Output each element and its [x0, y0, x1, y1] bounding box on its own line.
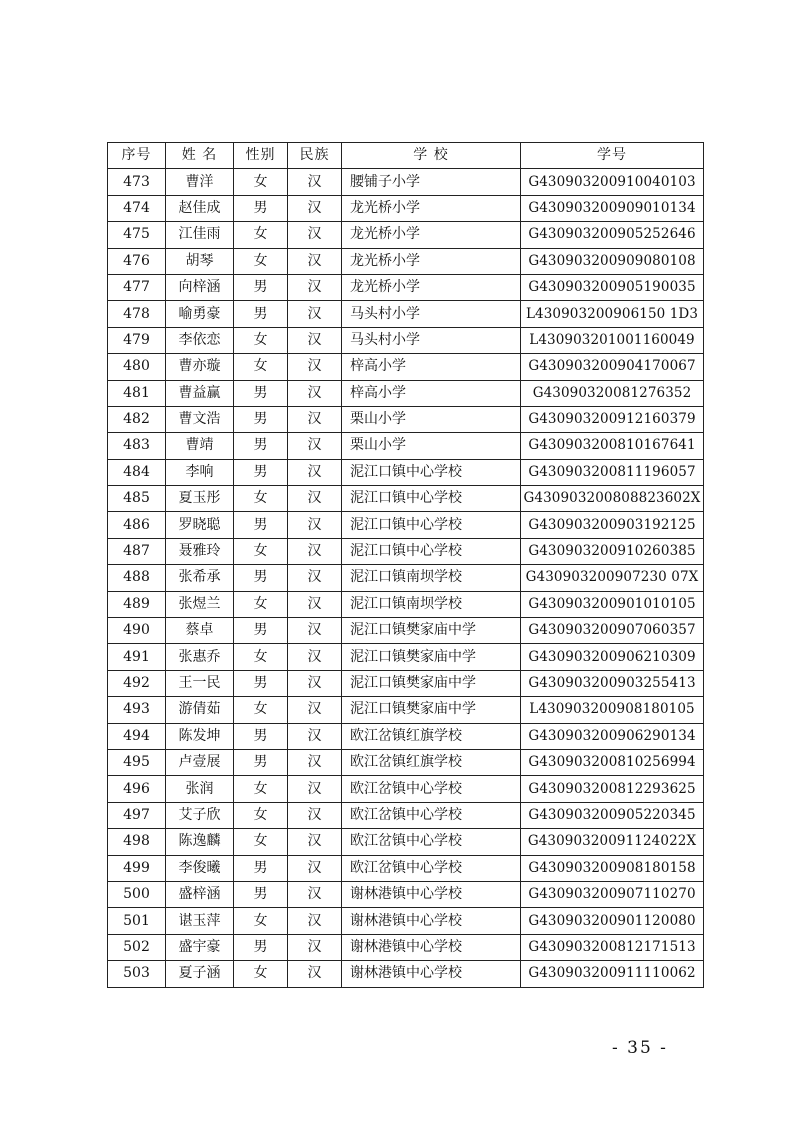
cell-student-id: G430903200905252646: [521, 222, 704, 248]
cell-student-id: G430903200905220345: [521, 802, 704, 828]
cell-school: 欧江岔镇中心学校: [342, 829, 521, 855]
cell-student-id: G430903200901010105: [521, 591, 704, 617]
cell-name: 李依恋: [166, 327, 234, 353]
cell-name: 蔡卓: [166, 618, 234, 644]
cell-gender: 男: [234, 195, 288, 221]
cell-name: 向梓涵: [166, 274, 234, 300]
cell-ethnicity: 汉: [288, 855, 342, 881]
cell-gender: 女: [234, 486, 288, 512]
cell-name: 盛梓涵: [166, 881, 234, 907]
cell-gender: 女: [234, 169, 288, 195]
cell-school: 泥江口镇中心学校: [342, 538, 521, 564]
cell-school: 谢林港镇中心学校: [342, 881, 521, 907]
cell-name: 李响: [166, 459, 234, 485]
cell-ethnicity: 汉: [288, 512, 342, 538]
cell-gender: 女: [234, 644, 288, 670]
cell-gender: 女: [234, 248, 288, 274]
cell-gender: 女: [234, 961, 288, 987]
cell-seq: 495: [108, 749, 166, 775]
cell-seq: 499: [108, 855, 166, 881]
cell-ethnicity: 汉: [288, 354, 342, 380]
cell-student-id: G430903200910040103: [521, 169, 704, 195]
cell-ethnicity: 汉: [288, 644, 342, 670]
cell-ethnicity: 汉: [288, 749, 342, 775]
cell-student-id: G430903200810167641: [521, 433, 704, 459]
cell-gender: 男: [234, 274, 288, 300]
cell-gender: 男: [234, 301, 288, 327]
cell-school: 谢林港镇中心学校: [342, 908, 521, 934]
cell-seq: 483: [108, 433, 166, 459]
cell-student-id: G430903200812293625: [521, 776, 704, 802]
table-row: [108, 829, 704, 855]
cell-seq: 501: [108, 908, 166, 934]
table-row: [108, 169, 704, 195]
cell-gender: 男: [234, 881, 288, 907]
cell-ethnicity: 汉: [288, 274, 342, 300]
cell-seq: 486: [108, 512, 166, 538]
cell-name: 张惠乔: [166, 644, 234, 670]
table-row: [108, 538, 704, 564]
cell-seq: 502: [108, 934, 166, 960]
cell-student-id: G430903200906290134: [521, 723, 704, 749]
table-row: [108, 354, 704, 380]
cell-gender: 男: [234, 459, 288, 485]
cell-seq: 480: [108, 354, 166, 380]
cell-name: 游倩茹: [166, 697, 234, 723]
cell-student-id: L430903201001160049: [521, 327, 704, 353]
cell-gender: 男: [234, 749, 288, 775]
cell-ethnicity: 汉: [288, 380, 342, 406]
cell-ethnicity: 汉: [288, 934, 342, 960]
page-number: - 35 -: [612, 1038, 668, 1058]
cell-school: 欧江岔镇红旗学校: [342, 723, 521, 749]
table-row: [108, 195, 704, 221]
cell-name: 王一民: [166, 670, 234, 696]
cell-ethnicity: 汉: [288, 327, 342, 353]
cell-seq: 481: [108, 380, 166, 406]
cell-ethnicity: 汉: [288, 301, 342, 327]
cell-seq: 477: [108, 274, 166, 300]
cell-school: 栗山小学: [342, 406, 521, 432]
table-body: [108, 169, 704, 987]
cell-ethnicity: 汉: [288, 459, 342, 485]
cell-school: 谢林港镇中心学校: [342, 934, 521, 960]
cell-student-id: G430903200808823602X: [521, 486, 704, 512]
cell-ethnicity: 汉: [288, 723, 342, 749]
cell-student-id: G430903200812171513: [521, 934, 704, 960]
table-row: [108, 881, 704, 907]
header-student-id: 学号: [521, 143, 704, 169]
cell-seq: 473: [108, 169, 166, 195]
cell-name: 张希承: [166, 565, 234, 591]
table-row: [108, 618, 704, 644]
cell-name: 江佳雨: [166, 222, 234, 248]
table-row: [108, 222, 704, 248]
table-row: [108, 459, 704, 485]
cell-student-id: G430903200908180158: [521, 855, 704, 881]
header-ethnicity: 民族: [288, 143, 342, 169]
cell-name: 喻勇豪: [166, 301, 234, 327]
cell-school: 欧江岔镇中心学校: [342, 802, 521, 828]
cell-name: 赵佳成: [166, 195, 234, 221]
cell-seq: 494: [108, 723, 166, 749]
cell-seq: 496: [108, 776, 166, 802]
cell-name: 陈发坤: [166, 723, 234, 749]
cell-name: 曹亦璇: [166, 354, 234, 380]
cell-seq: 493: [108, 697, 166, 723]
table-row: [108, 406, 704, 432]
cell-ethnicity: 汉: [288, 961, 342, 987]
cell-gender: 男: [234, 512, 288, 538]
table-row: [108, 591, 704, 617]
cell-ethnicity: 汉: [288, 169, 342, 195]
cell-student-id: G430903200910260385: [521, 538, 704, 564]
cell-gender: 女: [234, 538, 288, 564]
cell-school: 泥江口镇樊家庙中学: [342, 670, 521, 696]
cell-seq: 488: [108, 565, 166, 591]
cell-school: 泥江口镇樊家庙中学: [342, 618, 521, 644]
cell-gender: 女: [234, 591, 288, 617]
cell-student-id: G430903200811196057: [521, 459, 704, 485]
cell-seq: 492: [108, 670, 166, 696]
cell-ethnicity: 汉: [288, 776, 342, 802]
table-row: [108, 486, 704, 512]
cell-name: 聂雅玲: [166, 538, 234, 564]
header-name: 姓 名: [166, 143, 234, 169]
cell-seq: 479: [108, 327, 166, 353]
cell-name: 夏子涵: [166, 961, 234, 987]
table-row: [108, 855, 704, 881]
cell-school: 马头村小学: [342, 327, 521, 353]
table-row: [108, 723, 704, 749]
cell-seq: 485: [108, 486, 166, 512]
cell-student-id: L430903200906150 1D3: [521, 301, 704, 327]
table-row: [108, 327, 704, 353]
table-row: [108, 802, 704, 828]
table-row: [108, 565, 704, 591]
cell-name: 盛宇豪: [166, 934, 234, 960]
header-gender: 性别: [234, 143, 288, 169]
cell-ethnicity: 汉: [288, 670, 342, 696]
table-row: [108, 274, 704, 300]
cell-school: 栗山小学: [342, 433, 521, 459]
cell-name: 李俊曦: [166, 855, 234, 881]
cell-school: 泥江口镇南坝学校: [342, 591, 521, 617]
table-row: [108, 697, 704, 723]
cell-student-id: G430903200901120080: [521, 908, 704, 934]
cell-gender: 男: [234, 618, 288, 644]
cell-school: 龙光桥小学: [342, 248, 521, 274]
cell-ethnicity: 汉: [288, 881, 342, 907]
cell-ethnicity: 汉: [288, 433, 342, 459]
table-row: [108, 301, 704, 327]
cell-school: 泥江口镇樊家庙中学: [342, 644, 521, 670]
cell-ethnicity: 汉: [288, 406, 342, 432]
cell-name: 胡琴: [166, 248, 234, 274]
cell-gender: 男: [234, 934, 288, 960]
cell-name: 曹益赢: [166, 380, 234, 406]
cell-gender: 男: [234, 855, 288, 881]
cell-student-id: G430903200904170067: [521, 354, 704, 380]
cell-name: 陈逸麟: [166, 829, 234, 855]
cell-school: 马头村小学: [342, 301, 521, 327]
cell-school: 梓高小学: [342, 354, 521, 380]
cell-student-id: G430903200903192125: [521, 512, 704, 538]
cell-student-id: G430903200903255413: [521, 670, 704, 696]
table-row: [108, 380, 704, 406]
table-row: [108, 749, 704, 775]
cell-school: 梓高小学: [342, 380, 521, 406]
cell-student-id: G43090320091124022X: [521, 829, 704, 855]
cell-student-id: G430903200905190035: [521, 274, 704, 300]
cell-student-id: G430903200906210309: [521, 644, 704, 670]
table-row: [108, 961, 704, 987]
table-row: [108, 248, 704, 274]
cell-gender: 男: [234, 406, 288, 432]
cell-name: 曹靖: [166, 433, 234, 459]
cell-seq: 478: [108, 301, 166, 327]
cell-seq: 475: [108, 222, 166, 248]
header-school: 学 校: [342, 143, 521, 169]
cell-name: 罗晓聪: [166, 512, 234, 538]
table-row: [108, 644, 704, 670]
table-header-row: [108, 143, 704, 169]
cell-seq: 490: [108, 618, 166, 644]
cell-name: 卢壹展: [166, 749, 234, 775]
cell-student-id: G430903200907230 07X: [521, 565, 704, 591]
cell-ethnicity: 汉: [288, 829, 342, 855]
cell-gender: 女: [234, 327, 288, 353]
cell-ethnicity: 汉: [288, 908, 342, 934]
cell-name: 谌玉萍: [166, 908, 234, 934]
cell-gender: 女: [234, 354, 288, 380]
cell-student-id: G430903200909010134: [521, 195, 704, 221]
cell-seq: 498: [108, 829, 166, 855]
cell-gender: 女: [234, 222, 288, 248]
cell-ethnicity: 汉: [288, 538, 342, 564]
cell-seq: 484: [108, 459, 166, 485]
cell-ethnicity: 汉: [288, 222, 342, 248]
cell-gender: 男: [234, 670, 288, 696]
cell-name: 艾子欣: [166, 802, 234, 828]
cell-ethnicity: 汉: [288, 195, 342, 221]
cell-ethnicity: 汉: [288, 248, 342, 274]
cell-school: 龙光桥小学: [342, 274, 521, 300]
table-row: [108, 433, 704, 459]
cell-gender: 女: [234, 697, 288, 723]
cell-student-id: G430903200911110062: [521, 961, 704, 987]
cell-seq: 482: [108, 406, 166, 432]
cell-school: 泥江口镇中心学校: [342, 459, 521, 485]
table-row: [108, 934, 704, 960]
table-row: [108, 512, 704, 538]
cell-gender: 男: [234, 565, 288, 591]
cell-ethnicity: 汉: [288, 802, 342, 828]
cell-school: 泥江口镇中心学校: [342, 512, 521, 538]
cell-ethnicity: 汉: [288, 591, 342, 617]
cell-ethnicity: 汉: [288, 618, 342, 644]
cell-school: 欧江岔镇红旗学校: [342, 749, 521, 775]
cell-student-id: G430903200810256994: [521, 749, 704, 775]
cell-name: 夏玉彤: [166, 486, 234, 512]
table-row: [108, 908, 704, 934]
cell-school: 泥江口镇中心学校: [342, 486, 521, 512]
cell-seq: 489: [108, 591, 166, 617]
cell-gender: 男: [234, 433, 288, 459]
cell-ethnicity: 汉: [288, 565, 342, 591]
cell-gender: 男: [234, 723, 288, 749]
cell-gender: 女: [234, 908, 288, 934]
cell-student-id: G430903200909080108: [521, 248, 704, 274]
cell-student-id: L430903200908180105: [521, 697, 704, 723]
table-row: [108, 670, 704, 696]
cell-seq: 476: [108, 248, 166, 274]
cell-school: 泥江口镇南坝学校: [342, 565, 521, 591]
cell-school: 龙光桥小学: [342, 222, 521, 248]
cell-student-id: G430903200907110270: [521, 881, 704, 907]
cell-seq: 491: [108, 644, 166, 670]
cell-seq: 497: [108, 802, 166, 828]
cell-seq: 503: [108, 961, 166, 987]
student-roster-table: [107, 142, 704, 988]
cell-school: 泥江口镇樊家庙中学: [342, 697, 521, 723]
cell-school: 欧江岔镇中心学校: [342, 776, 521, 802]
cell-school: 龙光桥小学: [342, 195, 521, 221]
cell-gender: 女: [234, 829, 288, 855]
cell-school: 谢林港镇中心学校: [342, 961, 521, 987]
cell-student-id: G43090320081276352: [521, 380, 704, 406]
cell-student-id: G430903200907060357: [521, 618, 704, 644]
cell-seq: 487: [108, 538, 166, 564]
cell-ethnicity: 汉: [288, 697, 342, 723]
cell-ethnicity: 汉: [288, 486, 342, 512]
cell-school: 欧江岔镇中心学校: [342, 855, 521, 881]
cell-gender: 女: [234, 802, 288, 828]
cell-name: 张煜兰: [166, 591, 234, 617]
cell-gender: 男: [234, 380, 288, 406]
cell-name: 张润: [166, 776, 234, 802]
cell-gender: 女: [234, 776, 288, 802]
cell-name: 曹洋: [166, 169, 234, 195]
cell-school: 腰铺子小学: [342, 169, 521, 195]
cell-seq: 474: [108, 195, 166, 221]
table-row: [108, 776, 704, 802]
header-seq: 序号: [108, 143, 166, 169]
cell-seq: 500: [108, 881, 166, 907]
cell-name: 曹文浩: [166, 406, 234, 432]
cell-student-id: G430903200912160379: [521, 406, 704, 432]
